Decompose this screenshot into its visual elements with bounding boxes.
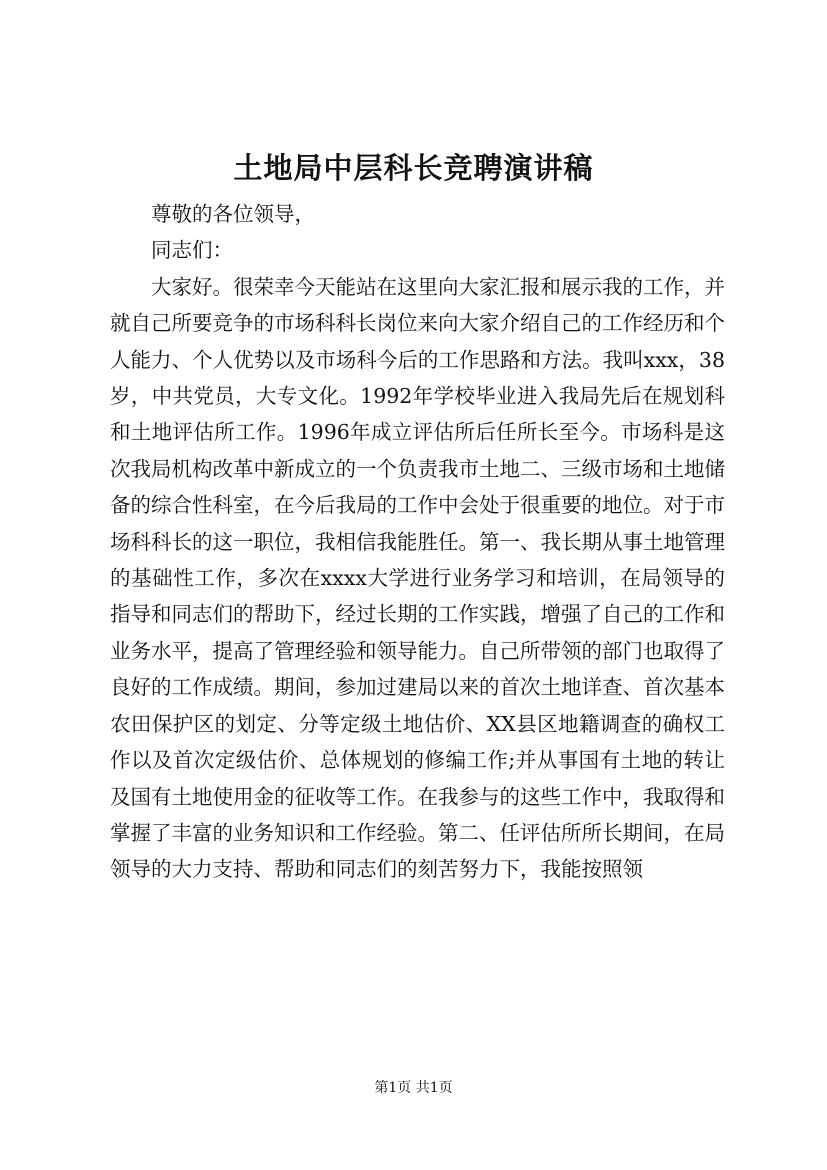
document-title: 土地局中层科长竞聘演讲稿 <box>233 151 594 185</box>
body-paragraph: 大家好。很荣幸今天能站在这里向大家汇报和展示我的工作，并就自己所要竞争的市场科科长岗位来向大家介绍自己的工作经历和个人能力、个人优势以及市场科今后的工作思路和方法。我叫xxx，38岁，中共党员，大专文化。1992年学校毕业进入我局先后在规划科和土地评估所工作。1996年成立评估所后任所长至今。市场科是这次我局机构改革中新成立的一个负责我市土地二、三级市场和土地储备的综合性科室，在今后我局的工作中会处于很重要的地位。对于市场科科长的这一职位，我相信我能胜任。第一、我长期从事土地管理的基础性工作，多次在xxxx大学进行业务学习和培训，在局领导的指导和同志们的帮助下，经过长期的工作实践，增强了自己的工作和业务水平，提高了管理经验和领导能力。自己所带领的部门也取得了良好的工作成绩。期间，参加过建局以来的首次土地详查、首次基本农田保护区的划定、分等定级土地估价、XX县区地籍调查的确权工作以及首次定级估价、总体规划的修编工作;并从事国有土地的转让及国有土地使用金的征收等工作。在我参与的这些工作中，我取得和掌握了丰富的业务知识和工作经验。第二、任评估所所长期间，在局领导的大力支持、帮助和同志们的刻苦努力下，我能按照领 <box>110 274 725 882</box>
salutation-leaders: 尊敬的各位领导， <box>151 202 315 226</box>
document-body <box>110 196 725 888</box>
salutation-comrades: 同志们： <box>151 238 233 263</box>
page-footer: 第1页 共1页 <box>374 1080 453 1096</box>
